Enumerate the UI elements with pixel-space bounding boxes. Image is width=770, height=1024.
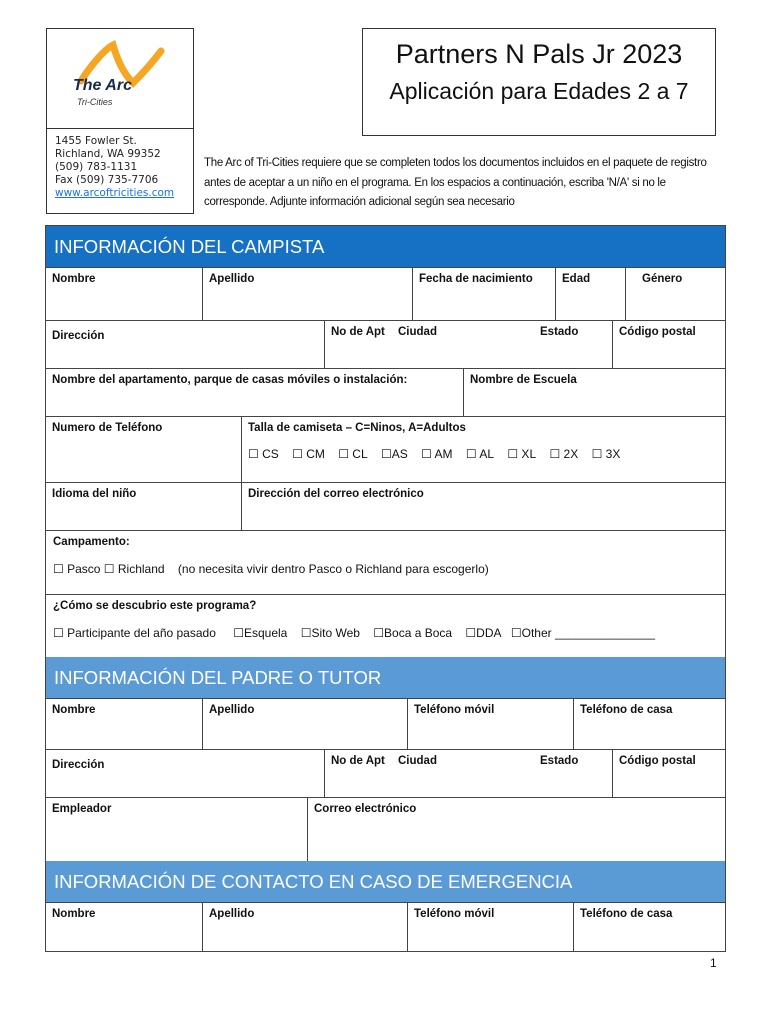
camper-housing-row [46, 368, 725, 416]
discovery-options [53, 626, 718, 640]
camper-language-row [46, 482, 725, 530]
parent-section-header: INFORMACIÓN DEL PADRE O TUTOR [46, 657, 725, 698]
parent-first-name-field[interactable]: Nombre [52, 704, 96, 716]
size-cl-checkbox[interactable]: ☐ CL [338, 447, 368, 461]
size-cs-checkbox[interactable]: ☐ CS [248, 447, 279, 461]
emergency-first-name-field[interactable]: Nombre [52, 908, 96, 920]
camper-birthdate-field[interactable]: Fecha de nacimiento [412, 268, 555, 320]
parent-home-phone-field[interactable]: Teléfono de casa [573, 699, 725, 749]
camper-apt-field[interactable]: No de Apt [324, 321, 392, 368]
camper-address-row [46, 320, 725, 368]
size-am-checkbox[interactable]: ☐ AM [421, 447, 453, 461]
camper-age-field[interactable]: Edad [555, 268, 625, 320]
camp-location-checkboxes[interactable]: ☐ Pasco ☐ Richland [53, 562, 165, 576]
discovery-word-of-mouth-checkbox[interactable]: ☐Boca a Boca [373, 626, 453, 640]
camper-name-row [46, 267, 725, 320]
discovery-flyer-checkbox[interactable]: ☐Esquela [233, 626, 288, 640]
parent-last-name-field[interactable]: Apellido [202, 699, 407, 749]
camper-email-field[interactable]: Dirección del correo electrónico [241, 483, 725, 530]
parent-city-field[interactable]: Ciudad [398, 755, 437, 767]
tshirt-size-options [248, 447, 719, 461]
discovery-group [46, 595, 725, 657]
discovery-label: ¿Cómo se descubrio este programa? [53, 600, 257, 612]
tshirt-size-group [241, 417, 725, 482]
parent-email-field[interactable]: Correo electrónico [307, 798, 725, 861]
camp-choice-line [53, 562, 718, 576]
application-form [45, 225, 726, 952]
camp-choice-note: (no necesita vivir dentro Pasco o Richland para escogerlo) [177, 562, 489, 576]
camper-phone-row [46, 416, 725, 482]
camper-address-field[interactable]: Dirección [52, 330, 105, 342]
discovery-dda-checkbox[interactable]: ☐DDA [465, 626, 502, 640]
discovery-other-checkbox[interactable]: ☐Other _______________ [510, 626, 656, 640]
emergency-home-phone-field[interactable]: Teléfono de casa [573, 903, 725, 951]
logo-box [46, 28, 194, 130]
emergency-section-header: INFORMACIÓN DE CONTACTO EN CASO DE EMERGENCIA [46, 861, 725, 902]
parent-employer-row [46, 797, 725, 861]
camper-phone-field[interactable]: Numero de Teléfono [52, 422, 163, 434]
logo-name: The Arc [73, 77, 132, 94]
camper-section-header: INFORMACIÓN DEL CAMPISTA [46, 226, 725, 267]
camp-choice-row [46, 530, 725, 594]
website-link[interactable]: www.arcoftricities.com [55, 187, 175, 199]
camp-choice-label: Campamento: [53, 536, 130, 548]
address-line: Richland, WA 99352 [55, 148, 161, 160]
intro-text: The Arc of Tri-Cities requiere que se completen todos los documentos incluidos en el paquete de registro antes de aceptar a un niño en el programa. En los espacios a continuación, escriba 'N/A' si no le corresponde. Adjunte información adicional según sea necesario [204, 157, 707, 208]
discovery-last-year-checkbox[interactable]: ☐ Participante del año pasado [53, 626, 216, 640]
discovery-row [46, 594, 725, 657]
parent-apt-field[interactable]: No de Apt [324, 750, 392, 797]
camper-apartment-field[interactable]: Nombre del apartamento, parque de casas móviles o instalación: [52, 374, 408, 386]
size-cm-checkbox[interactable]: ☐ CM [292, 447, 325, 461]
camper-city-field[interactable]: Ciudad [398, 326, 437, 338]
emergency-name-row [46, 902, 725, 951]
camper-school-field[interactable]: Nombre de Escuela [463, 369, 725, 416]
emergency-last-name-field[interactable]: Apellido [202, 903, 407, 951]
phone-line: (509) 783-1131 [55, 161, 138, 173]
page-title: Partners N Pals Jr 2023 [395, 39, 683, 69]
size-al-checkbox[interactable]: ☐ AL [465, 447, 494, 461]
address-block [46, 128, 194, 214]
parent-name-row [46, 698, 725, 749]
parent-state-field[interactable]: Estado [540, 755, 579, 767]
parent-zip-field[interactable]: Código postal [612, 750, 725, 797]
camper-zip-field[interactable]: Código postal [612, 321, 725, 368]
logo-subtitle: Tri-Cities [77, 97, 113, 107]
parent-address-field[interactable]: Dirección [52, 759, 105, 771]
camper-gender-field[interactable]: Género [625, 268, 725, 320]
emergency-mobile-field[interactable]: Teléfono móvil [407, 903, 573, 951]
camper-first-name-field[interactable]: Nombre [52, 273, 96, 285]
address-line: 1455 Fowler St. [55, 135, 137, 147]
camper-last-name-field[interactable]: Apellido [202, 268, 412, 320]
discovery-website-checkbox[interactable]: ☐Sito Web [300, 626, 360, 640]
size-as-checkbox[interactable]: ☐AS [381, 447, 408, 461]
camper-language-field[interactable]: Idioma del niño [52, 488, 137, 500]
size-xl-checkbox[interactable]: ☐ XL [507, 447, 537, 461]
title-box [362, 28, 716, 136]
size-3x-checkbox[interactable]: ☐ 3X [591, 447, 621, 461]
page-number: 1 [710, 956, 717, 970]
parent-address-row [46, 749, 725, 797]
camp-choice-group [46, 531, 725, 594]
page-subtitle: Aplicación para Edades 2 a 7 [389, 78, 689, 104]
parent-employer-field[interactable]: Empleador [52, 803, 112, 815]
tshirt-size-label: Talla de camiseta – C=Ninos, A=Adultos [248, 422, 466, 434]
fax-line: Fax (509) 735-7706 [55, 174, 159, 186]
camper-state-field[interactable]: Estado [540, 326, 579, 338]
parent-mobile-field[interactable]: Teléfono móvil [407, 699, 573, 749]
size-2x-checkbox[interactable]: ☐ 2X [549, 447, 579, 461]
